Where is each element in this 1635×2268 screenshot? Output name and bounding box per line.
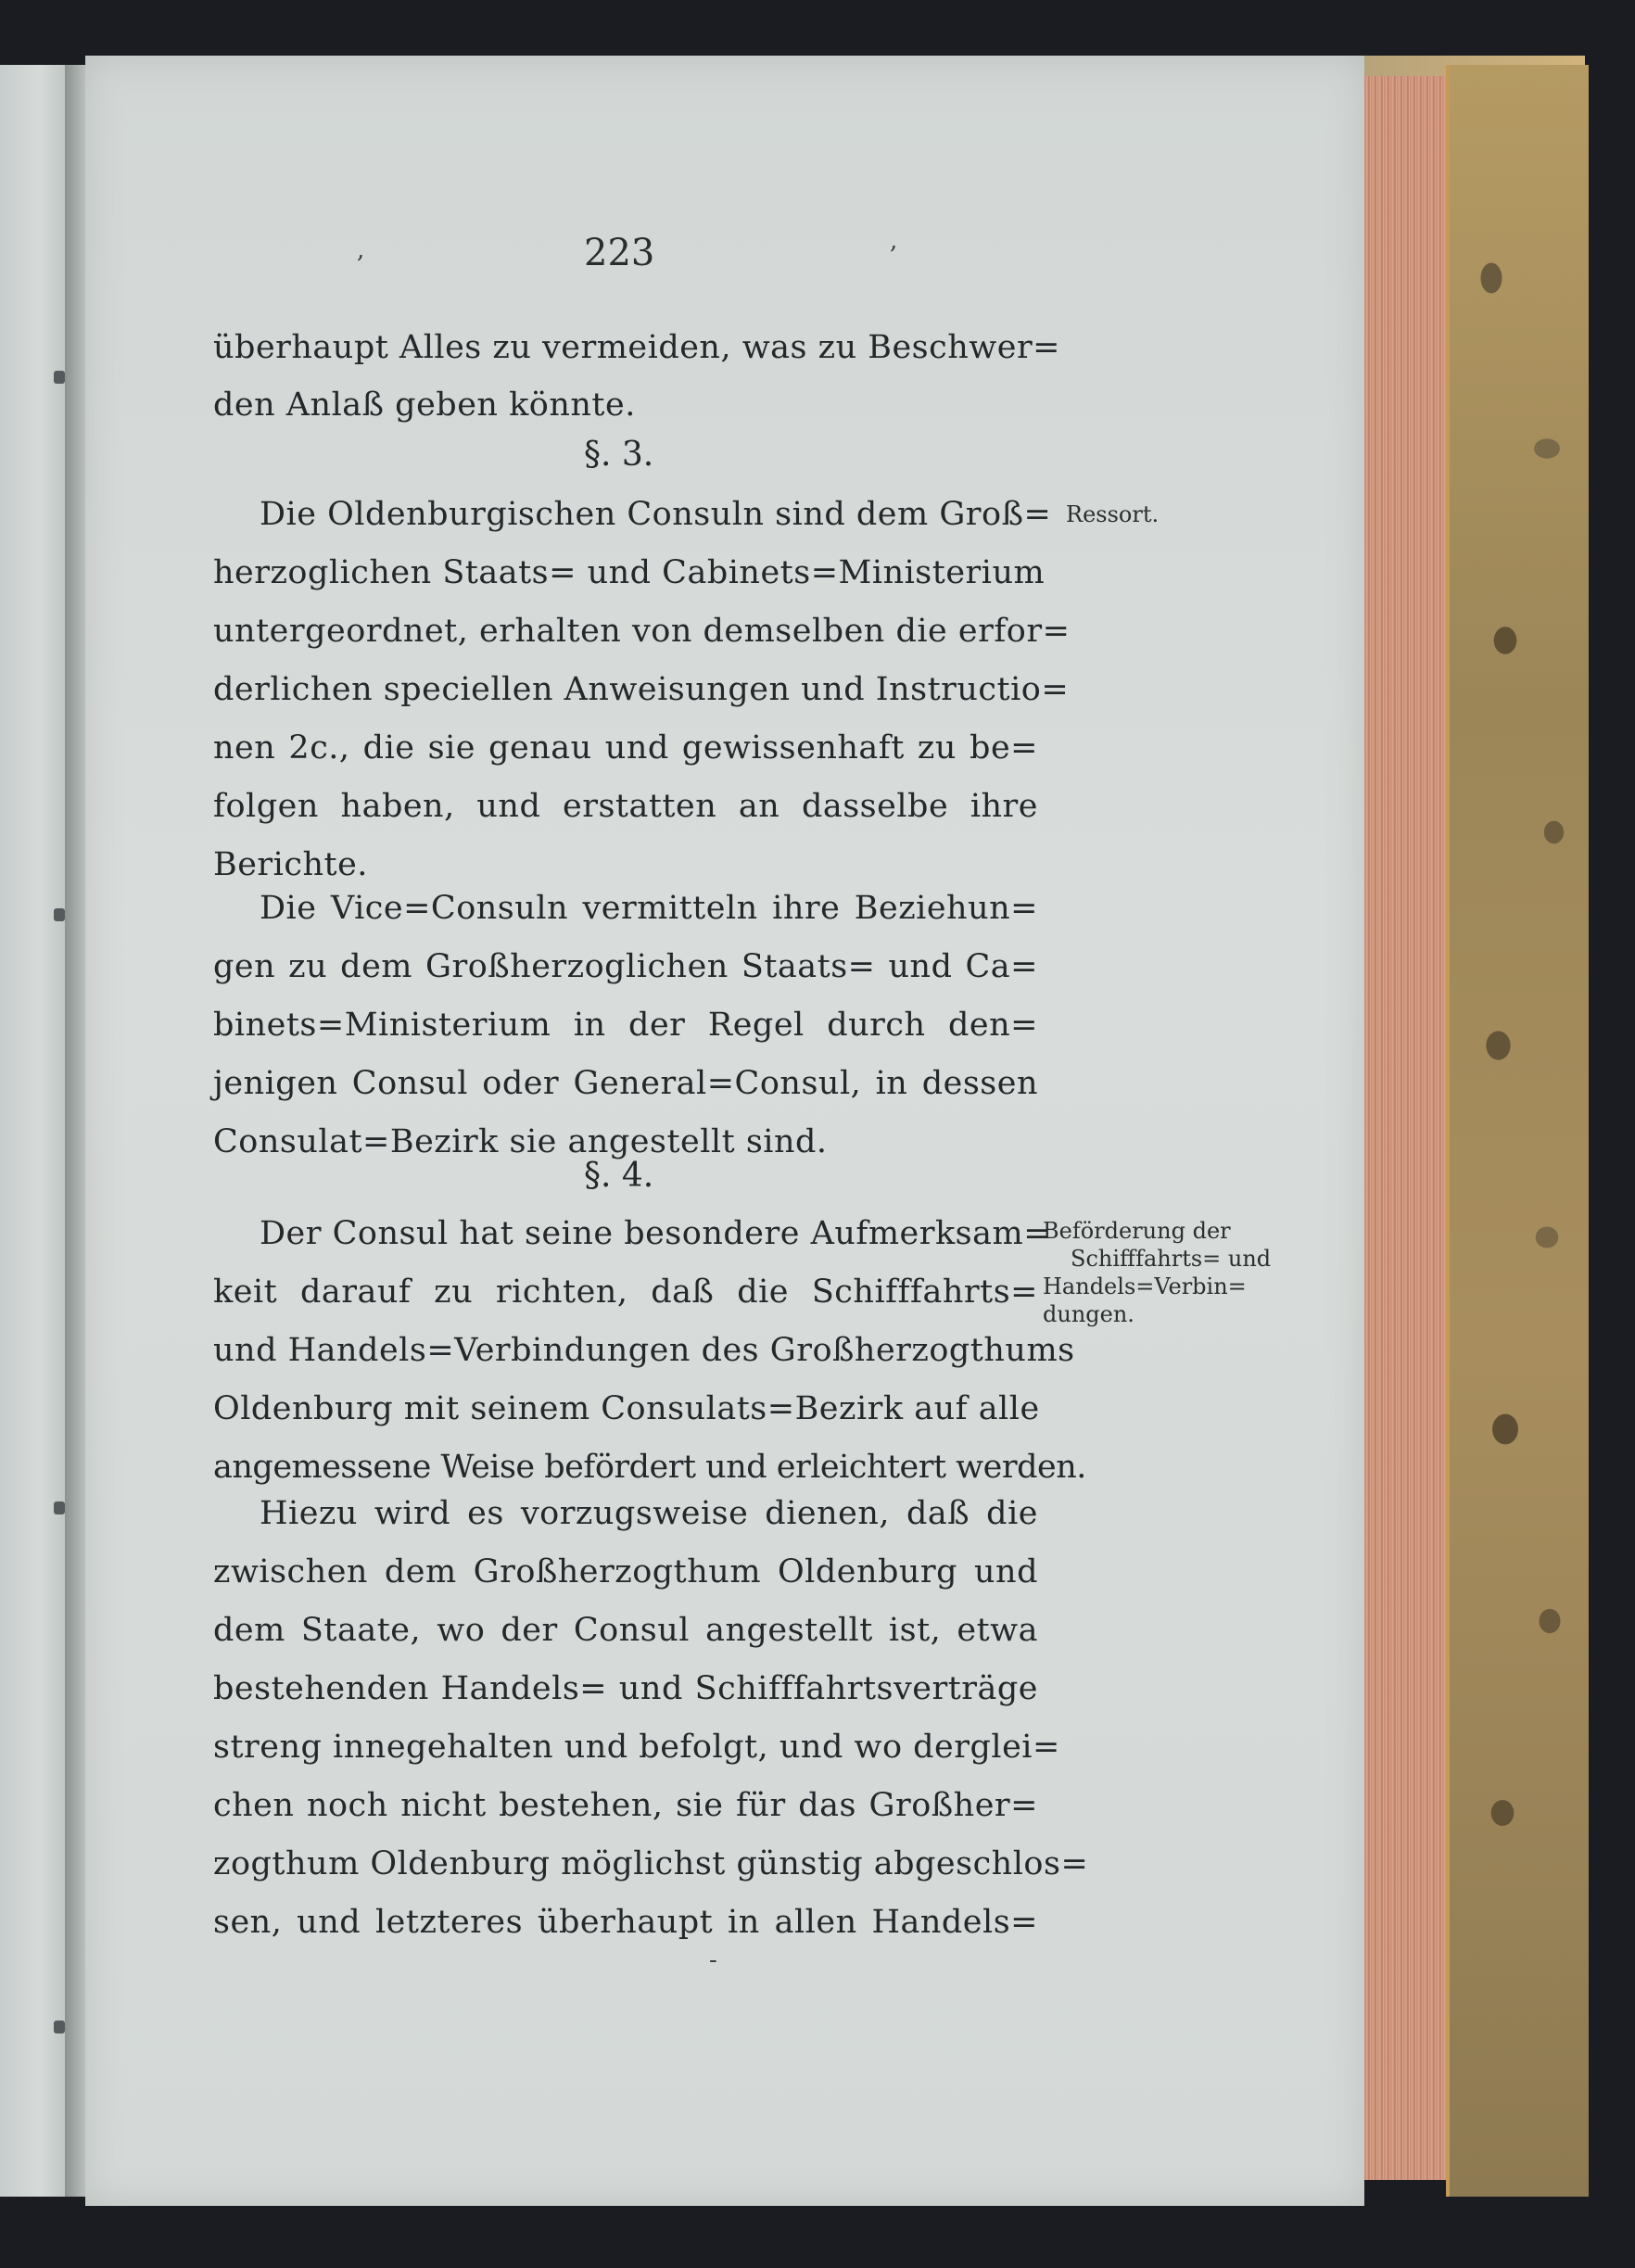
text-line: folgen haben, und erstatten an dasselbe ihre: [213, 788, 1038, 825]
printer-mark: ,: [357, 236, 365, 264]
margin-note-line: dungen.: [1043, 1301, 1134, 1327]
margin-note-line: Schifffahrts= und: [1071, 1246, 1272, 1272]
printer-mark: -: [709, 1946, 717, 1974]
text-line: angemessene Weise befördert und erleichtert werden.: [213, 1449, 1086, 1486]
margin-note: [1043, 1217, 1271, 1328]
text-line: zogthum Oldenburg möglichst günstig abgeschlos=: [213, 1845, 1089, 1882]
text-line: Oldenburg mit seinem Consulats=Bezirk auf alle: [213, 1390, 1040, 1427]
text-line: keit darauf zu richten, daß die Schifffahrts=: [213, 1273, 1038, 1311]
binding-stitch: [54, 1501, 65, 1514]
section-heading: §. 4.: [584, 1157, 654, 1195]
section-heading: §. 3.: [584, 436, 654, 474]
text-line: Consulat=Bezirk sie angestellt sind.: [213, 1123, 828, 1160]
margin-note: Ressort.: [1066, 501, 1160, 527]
text-line: den Anlaß geben könnte.: [213, 386, 636, 424]
text-line: sen, und letzteres überhaupt in allen Handels=: [213, 1904, 1038, 1941]
text-line: nen 2c., die sie genau und gewissenhaft zu be=: [213, 729, 1038, 767]
margin-note-line: Beförderung der: [1043, 1218, 1231, 1244]
margin-note-line: Handels=Verbin=: [1043, 1273, 1247, 1299]
text-line: und Handels=Verbindungen des Großherzogthums: [213, 1332, 1075, 1369]
printer-mark: ,: [890, 227, 898, 255]
binding-stitch: [54, 2021, 65, 2034]
text-line: Hiezu wird es vorzugsweise dienen, daß die: [260, 1495, 1038, 1532]
text-line: Der Consul hat seine besondere Aufmerksam=: [260, 1215, 1052, 1252]
text-line: untergeordnet, erhalten von demselben die erfor=: [213, 613, 1071, 650]
text-line: Die Oldenburgischen Consuln sind dem Groß=: [260, 496, 1052, 533]
page-stack-edges: [1364, 76, 1448, 2180]
text-line: chen noch nicht bestehen, sie für das Großher=: [213, 1787, 1038, 1824]
text-line: dem Staate, wo der Consul angestellt ist, etwa: [213, 1612, 1038, 1649]
marbled-cover: [1446, 65, 1589, 2197]
text-line: Berichte.: [213, 846, 368, 883]
text-line: derlichen speciellen Anweisungen und Instructio=: [213, 671, 1070, 708]
text-line: zwischen dem Großherzogthum Oldenburg und: [213, 1553, 1038, 1590]
previous-page-edge: [0, 65, 69, 2197]
text-line: bestehenden Handels= und Schifffahrtsverträge: [213, 1670, 1038, 1707]
text-line: jenigen Consul oder General=Consul, in dessen: [213, 1065, 1038, 1102]
binding-stitch: [54, 908, 65, 921]
binding-stitch: [54, 371, 65, 384]
page-number: 223: [584, 232, 655, 274]
text-line: binets=Ministerium in der Regel durch den=: [213, 1007, 1038, 1044]
text-line: herzoglichen Staats= und Cabinets=Ministerium: [213, 554, 1046, 591]
text-line: Die Vice=Consuln vermitteln ihre Beziehun=: [260, 890, 1038, 927]
text-line: überhaupt Alles zu vermeiden, was zu Beschwer=: [213, 329, 1061, 366]
text-line: streng innegehalten und befolgt, und wo derglei=: [213, 1729, 1060, 1766]
text-line: gen zu dem Großherzoglichen Staats= und Ca=: [213, 948, 1038, 985]
